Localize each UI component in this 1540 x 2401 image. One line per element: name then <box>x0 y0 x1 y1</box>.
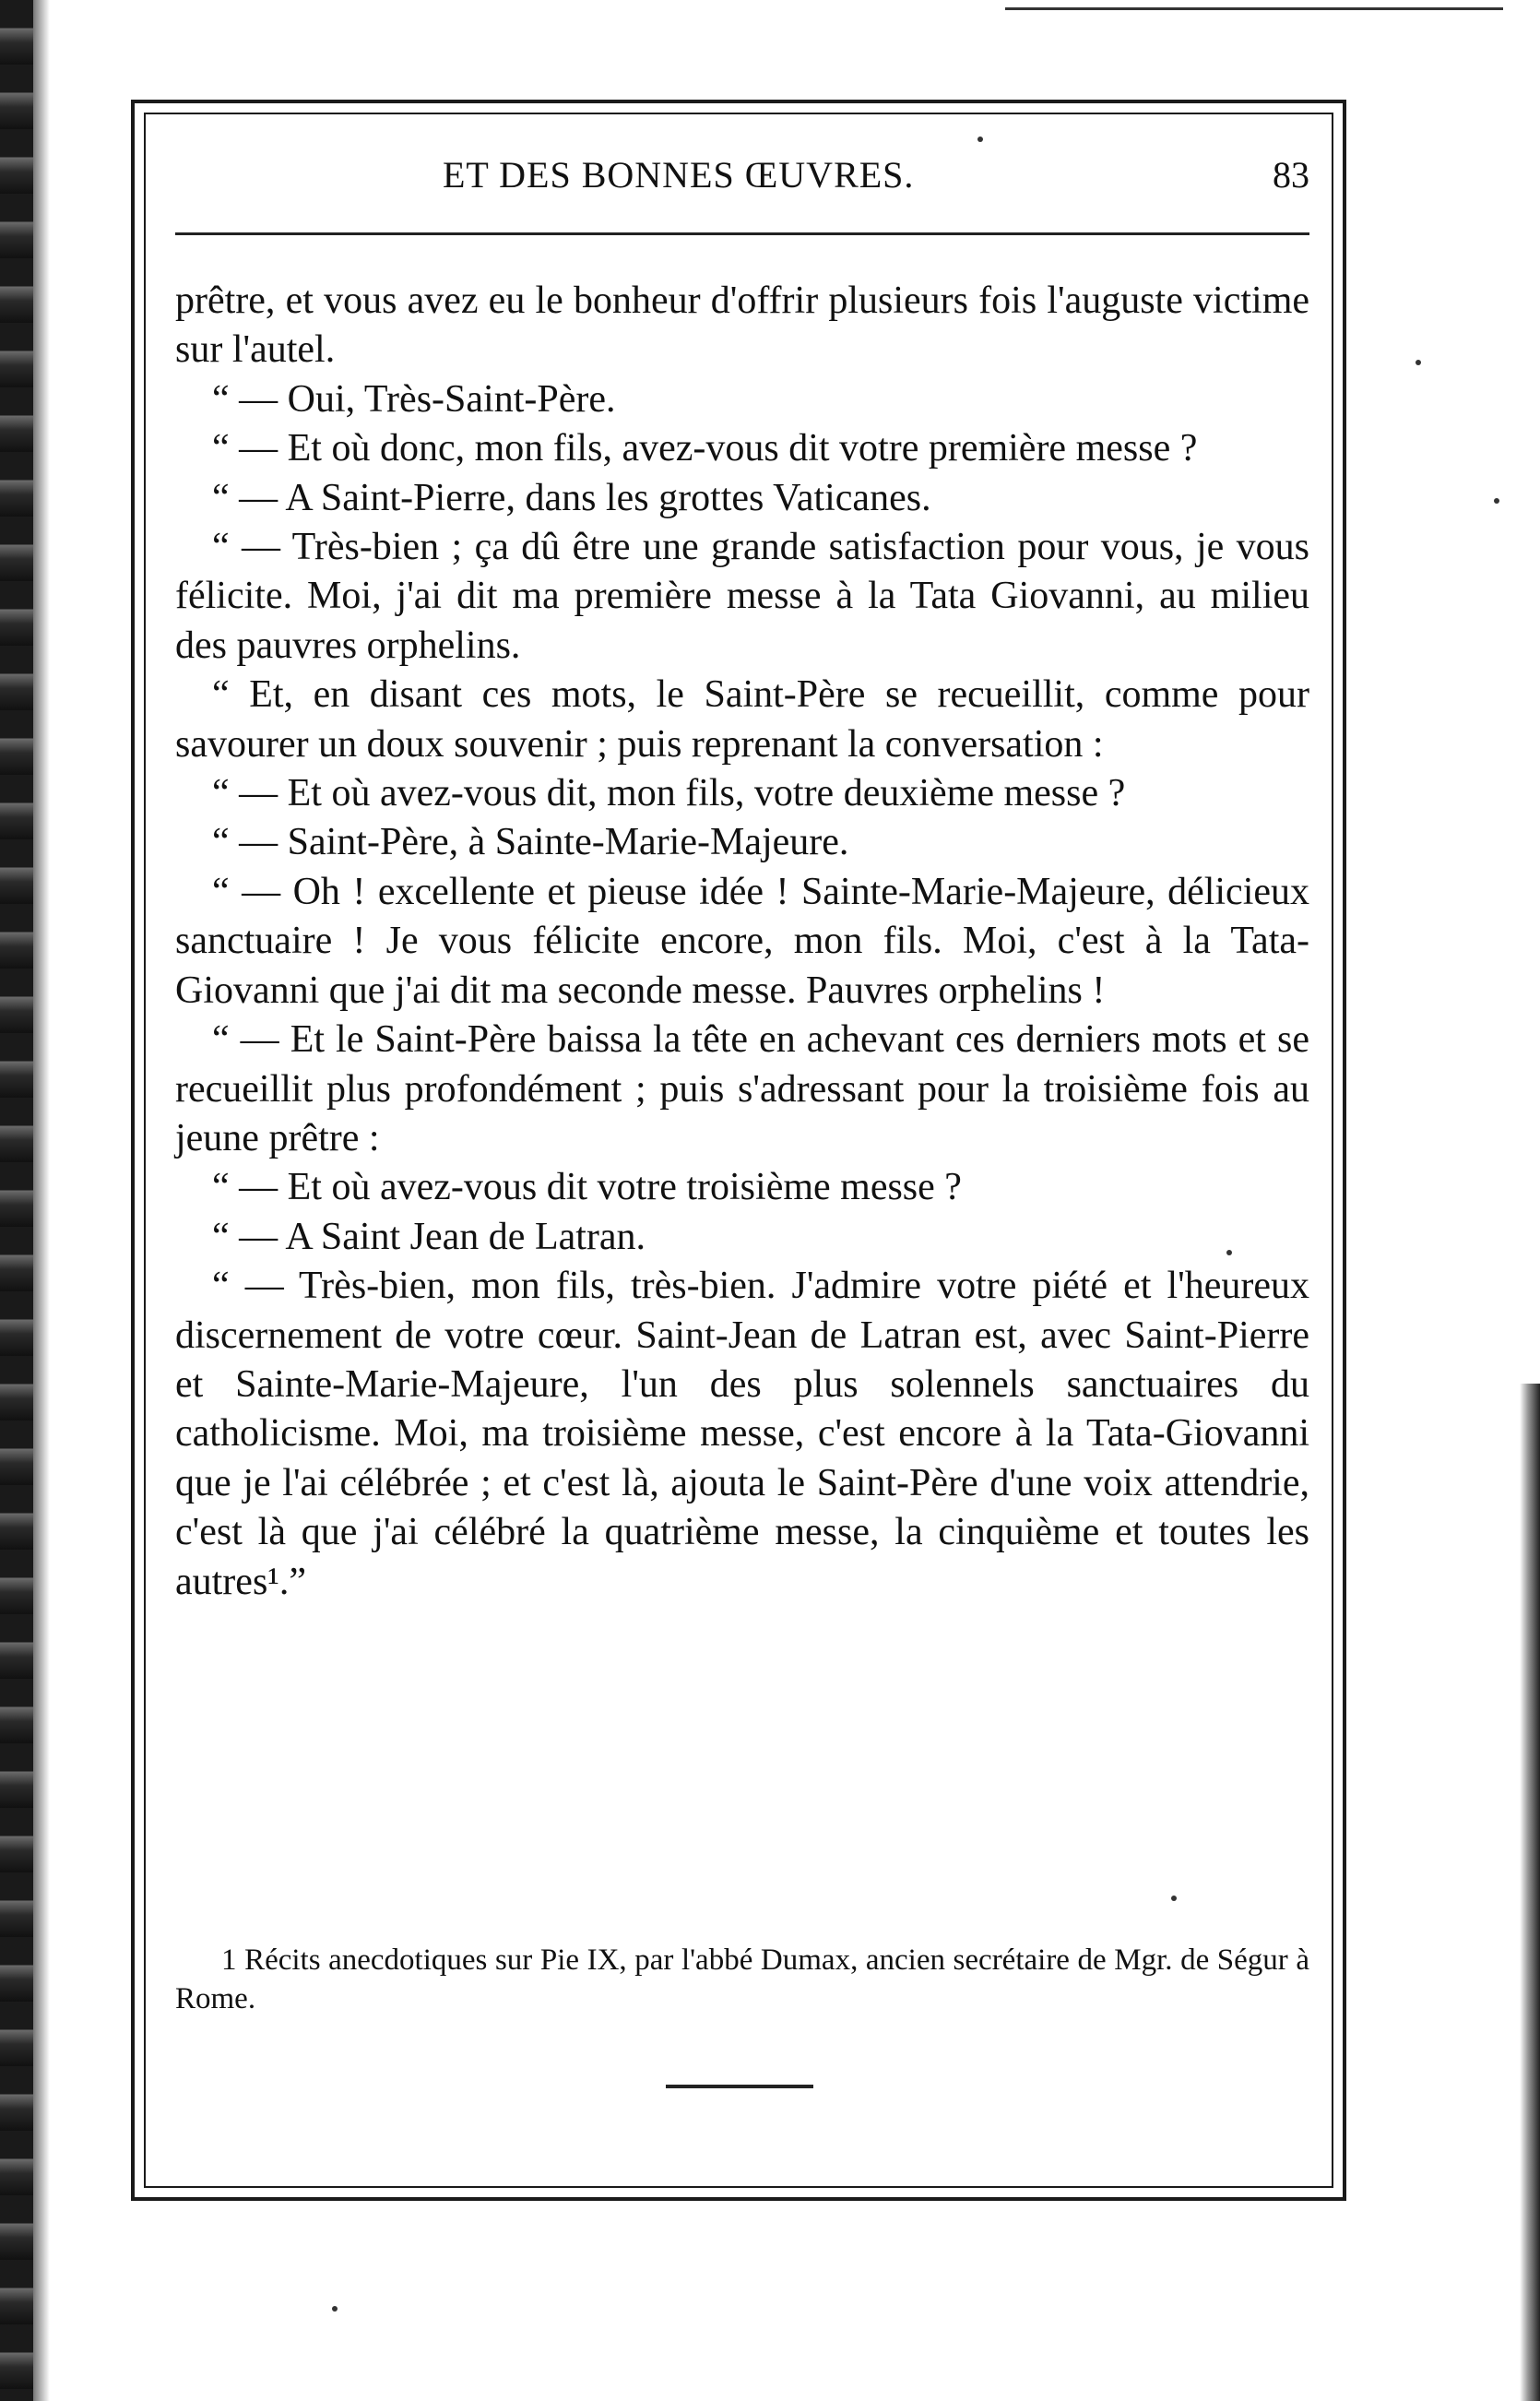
footnote <box>175 1941 1309 2018</box>
page-number: 83 <box>1273 154 1309 196</box>
paragraph: prêtre, et vous avez eu le bonheur d'offrir plusieurs fois l'auguste victime sur l'autel. <box>175 279 1309 372</box>
paragraph: “ — Saint-Père, à Sainte-Marie-Majeure. <box>212 821 849 864</box>
paragraph: “ — Et où avez-vous dit, mon fils, votre deuxième messe ? <box>212 772 1126 815</box>
footnote-text: 1 Récits anecdotiques sur Pie IX, par l'abbé Dumax, ancien secrétaire de Mgr. de Ségur à Rome. <box>175 1943 1309 2015</box>
scan-speck <box>1494 498 1499 504</box>
running-title: ET DES BONNES ŒUVRES. <box>443 154 915 196</box>
paragraph: “ — Très-bien ; ça dû être une grande satisfaction pour vous, je vous félicite. Moi, j'ai dit ma première messe à la Tata Giovanni, au milieu des pauvres orphelins. <box>175 526 1309 667</box>
scan-top-mark <box>1005 7 1503 14</box>
paragraph: “ — Et le Saint-Père baissa la tête en achevant ces derniers mots et se recueillit plus profondément ; puis s'adressant pour la troisième fois au jeune prêtre : <box>175 1018 1309 1159</box>
body-text <box>175 277 1309 1607</box>
page-header <box>175 148 1309 203</box>
paragraph: “ — Et où donc, mon fils, avez-vous dit votre première messe ? <box>212 427 1198 470</box>
scan-left-edge <box>0 0 33 2401</box>
paragraph: “ — A Saint Jean de Latran. <box>212 1215 646 1258</box>
scan-speck <box>977 137 983 142</box>
paragraph: “ — Oh ! excellente et pieuse idée ! Sainte-Marie-Majeure, délicieux sanctuaire ! Je vous félicite encore, mon fils. Moi, c'est à la Tata-Giovanni que j'ai dit ma seconde messe. Pauvres orphelins ! <box>175 870 1309 1012</box>
scan-speck <box>1226 1250 1232 1255</box>
paragraph: “ — A Saint-Pierre, dans les grottes Vaticanes. <box>212 476 931 519</box>
scan-speck <box>332 2306 338 2312</box>
scan-speck <box>1416 360 1421 365</box>
paragraph: “ — Oui, Très-Saint-Père. <box>212 377 616 421</box>
scan-left-shadow <box>33 0 50 2401</box>
paragraph: “ Et, en disant ces mots, le Saint-Père se recueillit, comme pour savourer un doux souvenir ; puis reprenant la conversation : <box>175 673 1309 766</box>
scan-speck <box>1171 1896 1177 1901</box>
paragraph: “ — Très-bien, mon fils, très-bien. J'admire votre piété et l'heureux discernement de votre cœur. Saint-Jean de Latran est, avec Saint-Pierre et Sainte-Marie-Majeure, l'un des plus solennels sanctuaires du catholicisme. Moi, ma troisième messe, c'est encore à la Tata-Giovanni que je l'ai célébrée ; et c'est là, ajouta le Saint-Père d'une voix attendrie, c'est là que j'ai célébré la quatrième messe, la cinquième et toutes les autres¹.” <box>175 1265 1309 1603</box>
end-rule <box>666 2085 813 2088</box>
paragraph: “ — Et où avez-vous dit votre troisième messe ? <box>212 1166 962 1209</box>
scan-right-edge <box>1520 1384 1540 2401</box>
header-rule <box>175 232 1309 235</box>
